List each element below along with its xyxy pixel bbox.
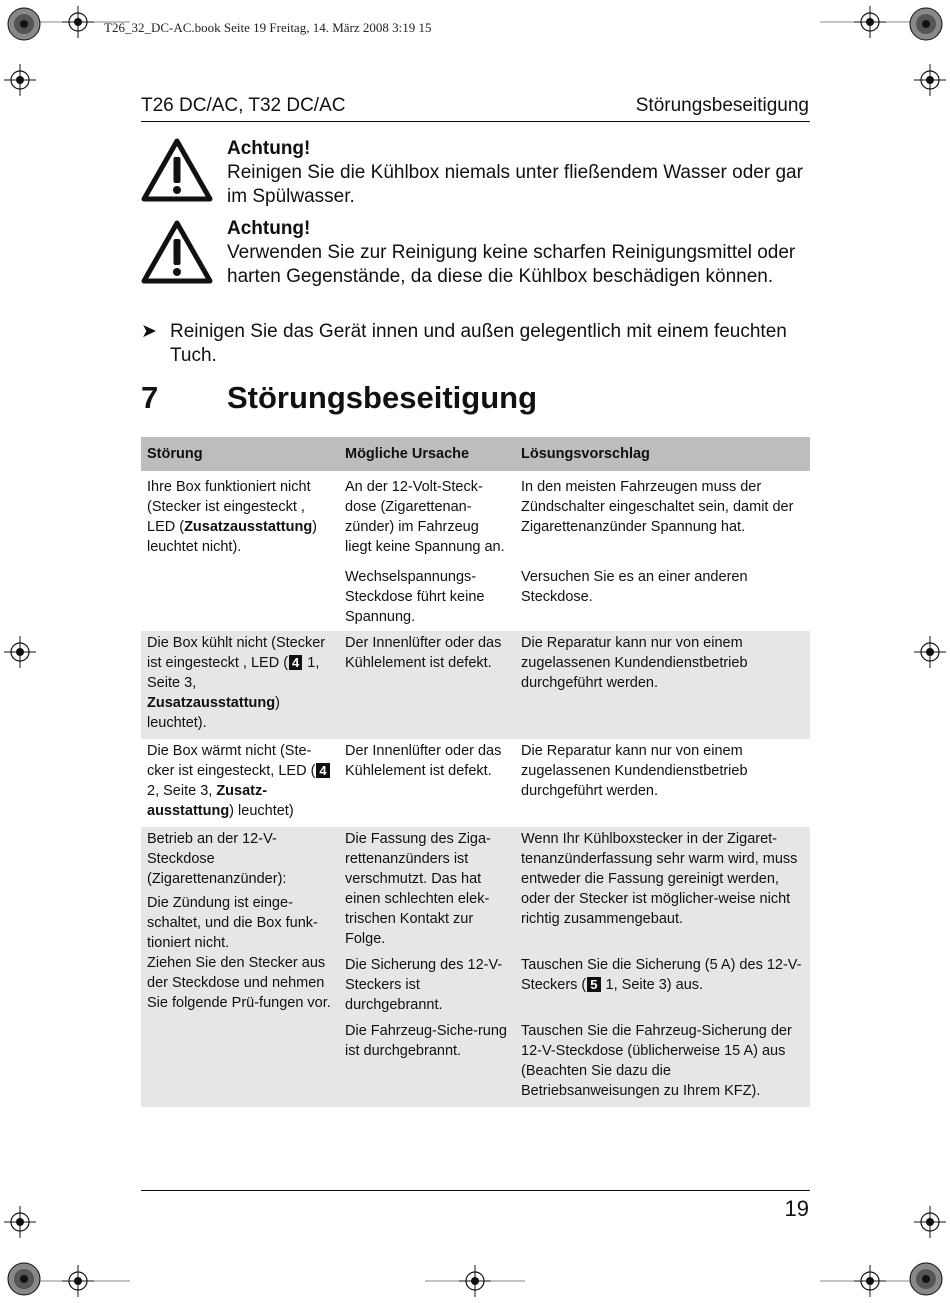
page-number: 19 — [784, 1196, 809, 1221]
running-header-right: Störungsbeseitigung — [635, 95, 809, 116]
fault-cell — [141, 827, 339, 1107]
figure-reference-badge: 5 — [587, 977, 600, 992]
solution-cell: Wenn Ihr Kühlboxstecker in der Zigaret-tenanzünderfassung sehr warm wird, muss entweder die Fassung gereinigt werden, oder der Stecker ist möglicher-weise nicht richtig zusammengebaut. — [515, 827, 810, 953]
warning-triangle-icon — [141, 219, 213, 285]
section-title: Störungsbeseitigung — [227, 380, 537, 415]
table-row — [141, 631, 810, 739]
figure-reference-badge: 4 — [316, 763, 329, 778]
column-header-fault: Störung — [141, 437, 339, 471]
warning-triangle-icon — [141, 137, 213, 203]
fault-text: ) leuchtet nicht). — [147, 519, 318, 555]
instruction-text: Reinigen Sie das Gerät innen und außen gelegentlich mit einem feuchten Tuch. — [170, 321, 787, 366]
solution-cell: In den meisten Fahrzeugen muss der Zündschalter eingeschaltet sein, damit der Zigarettenanzünder Spannung hat. — [521, 479, 794, 535]
cause-cell: Die Sicherung des 12-V-Steckers ist durchgebrannt. — [339, 953, 515, 1019]
footer-rule — [141, 1190, 810, 1191]
section-heading — [141, 380, 537, 416]
table-row — [141, 739, 810, 827]
arrow-bullet-icon: ➤ — [141, 321, 157, 342]
warning-text: Reinigen Sie die Kühlbox niemals unter fließendem Wasser oder gar im Spülwasser. — [227, 162, 803, 207]
fault-bold: Zusatzausstattung — [147, 695, 276, 711]
table-header-row — [141, 437, 810, 471]
solution-cell: Tauschen Sie die Fahrzeug-Sicherung der 12-V-Steckdose (üblicherweise 15 A) aus (Beachten Sie dazu die Betriebsanweisungen zu Ihrem KFZ). — [515, 1019, 810, 1107]
cause-cell: Die Fassung des Ziga-rettenanzünders ist verschmutzt. Das hat einen schlechten elek-trischen Kontakt zur Folge. — [339, 827, 515, 953]
solution-cell: Die Reparatur kann nur von einem zugelassenen Kundendienstbetrieb durchgeführt werden. — [515, 631, 810, 739]
fault-text: Die Box kühlt nicht (Stecker ist eingesteckt , LED ( — [147, 635, 326, 671]
fault-bold: Zusatz-ausstattung — [147, 783, 268, 819]
warning-text: Verwenden Sie zur Reinigung keine scharfen Reinigungsmittel oder harten Gegenstände, da diese die Kühlbox beschädigen können. — [227, 242, 796, 287]
fault-text: Ihre Box funktioniert nicht (Stecker ist eingesteckt , LED ( — [147, 479, 311, 535]
section-number: 7 — [141, 380, 159, 415]
table-row — [141, 471, 810, 561]
table-row — [141, 827, 810, 953]
fault-cell — [141, 631, 339, 739]
fault-cell — [141, 471, 339, 631]
cause-cell: An der 12-Volt-Steck-dose (Zigarettenan-zünder) im Fahrzeug liegt keine Spannung an. — [345, 479, 505, 555]
warning-block — [141, 137, 810, 207]
warning-title: Achtung! — [227, 218, 311, 239]
fault-bold: Zusatzausstattung — [184, 519, 313, 535]
fault-paragraph: Ziehen Sie den Stecker aus der Steckdose und nehmen Sie folgende Prü-fungen vor. — [147, 955, 331, 1011]
solution-cell: Versuchen Sie es an einer anderen Steckdose. — [521, 569, 748, 605]
figure-reference-badge: 4 — [289, 655, 302, 670]
running-header-left: T26 DC/AC, T32 DC/AC — [141, 95, 346, 116]
fault-paragraph: Die Zündung ist einge-schaltet, und die Box funk-tioniert nicht. — [147, 895, 318, 951]
warning-title: Achtung! — [227, 138, 311, 159]
solution-text: 1, Seite 3) aus. — [601, 977, 704, 993]
warning-block — [141, 217, 810, 313]
cause-cell: Wechselspannungs-Steckdose führt keine Spannung. — [345, 569, 485, 625]
solution-cell — [515, 953, 810, 1019]
fault-text: 1, Seite 3, — [147, 655, 320, 691]
solution-cell: Die Reparatur kann nur von einem zugelassenen Kundendienstbetrieb durchgeführt werden. — [521, 743, 748, 799]
fault-cell — [141, 739, 339, 827]
header-rule — [141, 121, 810, 122]
cause-cell: Der Innenlüfter oder das Kühlelement ist defekt. — [339, 631, 515, 739]
cause-cell: Der Innenlüfter oder das Kühlelement ist defekt. — [345, 743, 502, 779]
fault-text: 2, Seite 3, — [147, 783, 217, 799]
fault-text: ) leuchtet) — [229, 803, 294, 819]
solution-text: Tauschen Sie die Sicherung (5 A) des 12-V-Steckers ( — [521, 957, 802, 993]
cause-cell: Die Fahrzeug-Siche-rung ist durchgebrannt. — [339, 1019, 515, 1107]
column-header-cause: Mögliche Ursache — [339, 437, 515, 471]
fault-text: ) leuchtet). — [147, 695, 280, 731]
print-metadata: T26_32_DC-AC.book Seite 19 Freitag, 14. März 2008 3:19 15 — [104, 20, 432, 35]
column-header-solution: Lösungsvorschlag — [515, 437, 810, 471]
fault-text: Die Box wärmt nicht (Ste-cker ist eingesteckt, LED ( — [147, 743, 316, 779]
troubleshooting-table — [141, 437, 810, 1107]
fault-paragraph: Betrieb an der 12-V-Steckdose (Zigarettenanzünder): — [147, 831, 287, 887]
